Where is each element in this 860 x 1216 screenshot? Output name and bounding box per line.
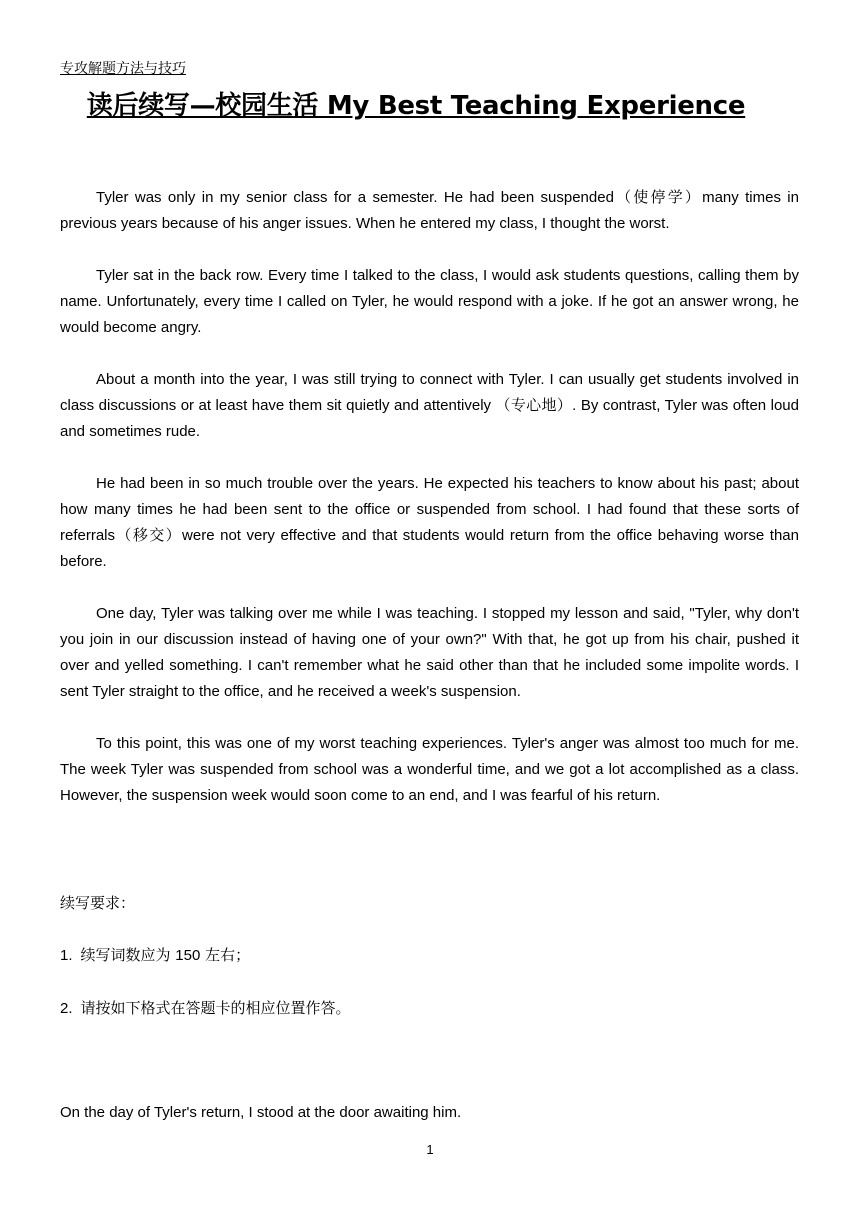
paragraph-4: He had been in so much trouble over the years. He expected his teachers to know about his past; about how many times he had been sent to the office or suspended from school. I had found that these sorts of referrals（移交）were not very effective and that students would return from the office behaving worse than before. — [60, 475, 799, 570]
paragraph-3: About a month into the year, I was still trying to connect with Tyler. I can usually get students involved in class discussions or at least have them sit quietly and attentively （专心地）. By contrast, Tyler was often loud and sometimes rude. — [60, 371, 799, 440]
writing-requirements — [60, 890, 799, 1022]
requirement-text-suffix: 左右； — [200, 946, 251, 964]
paragraph-5: One day, Tyler was talking over me while I was teaching. I stopped my lesson and said, "Tyler, why don't you join in our discussion instead of having one of your own?" With that, he got up from his chair, pushed it over and yelled something. I can't remember what he said other than that he included some impolite words. I sent Tyler straight to the office, and he received a week's suspension. — [60, 605, 799, 700]
page-number: 1 — [426, 1142, 434, 1157]
requirement-number: 1. — [60, 947, 73, 964]
paragraph-1: Tyler was only in my senior class for a semester. He had been suspended（使停学）many times in previous years because of his anger issues. When he entered my class, I thought the worst. — [60, 189, 799, 232]
requirement-text: 请按如下格式在答题卡的相应位置作答。 — [80, 999, 351, 1017]
requirements-heading: 续写要求： — [60, 894, 136, 912]
document-title: 读后续写—校园生活 My Best Teaching Experience — [86, 91, 746, 121]
requirement-item-2 — [60, 995, 799, 1022]
requirement-text: 续写词数应为 — [80, 946, 176, 964]
continuation-opening-sentence: On the day of Tyler's return, I stood at the door awaiting him. — [60, 1104, 462, 1121]
header-label: 专攻解题方法与技巧 — [60, 61, 186, 77]
word-count-value: 150 — [175, 947, 201, 964]
paragraph-6: To this point, this was one of my worst teaching experiences. Tyler's anger was almost too much for me. The week Tyler was suspended from school was a wonderful time, and we got a lot accomplished as a class. However, the suspension week would soon come to an end, and I was fearful of his return. — [60, 735, 799, 804]
requirement-number: 2. — [60, 1000, 73, 1017]
paragraph-2: Tyler sat in the back row. Every time I talked to the class, I would ask students questions, calling them by name. Unfortunately, every time I called on Tyler, he would respond with a joke. If he got an answer wrong, he would become angry. — [60, 267, 799, 336]
story-body — [60, 185, 799, 809]
requirement-item-1 — [60, 942, 799, 969]
